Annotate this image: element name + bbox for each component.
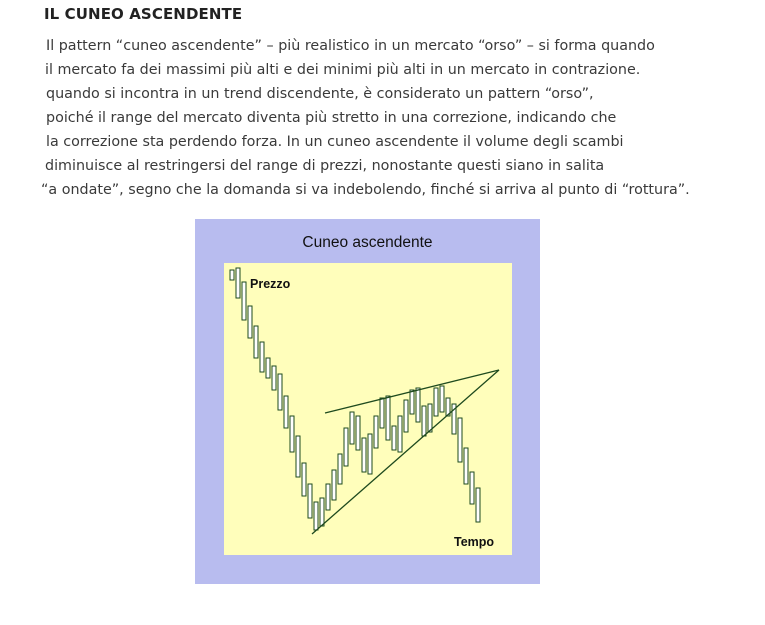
price-bar	[464, 448, 468, 484]
price-bar	[248, 306, 252, 338]
price-bar	[260, 342, 264, 372]
price-bar	[254, 326, 258, 358]
price-bar	[278, 374, 282, 410]
lower-trendline	[312, 370, 499, 534]
price-bar	[458, 418, 462, 462]
figure-title: Cuneo ascendente	[302, 234, 433, 251]
price-bar	[386, 396, 390, 440]
price-bar	[266, 358, 270, 378]
price-chart-svg	[224, 263, 512, 555]
price-bar	[350, 412, 354, 444]
paragraph-line: poiché il range del mercato diventa più stretto in una correzione, indicando che	[46, 110, 617, 126]
price-bar	[410, 390, 414, 414]
price-bar	[374, 416, 378, 448]
price-bar	[428, 404, 432, 432]
paragraph-line: la correzione sta perdendo forza. In un cuneo ascendente il volume degli scambi	[46, 134, 624, 150]
paragraph-line: Il pattern “cuneo ascendente” – più realistico in un mercato “orso” – si forma quando	[46, 38, 655, 54]
price-bar	[356, 416, 360, 450]
price-bar	[398, 416, 402, 452]
price-bar	[242, 282, 246, 320]
price-bar	[422, 406, 426, 436]
price-bar	[332, 470, 336, 500]
article-heading: IL CUNEO ASCENDENTE	[44, 5, 243, 23]
y-axis-label: Prezzo	[250, 277, 291, 291]
price-bar	[368, 434, 372, 474]
x-axis-label: Tempo	[454, 535, 495, 549]
price-bar	[434, 388, 438, 416]
price-bar	[314, 502, 318, 530]
price-bar	[470, 472, 474, 504]
price-bar	[476, 488, 480, 522]
price-bar	[380, 398, 384, 428]
price-bar	[404, 400, 408, 432]
paragraph-line: il mercato fa dei massimi più alti e dei minimi più alti in un mercato in contrazione.	[45, 62, 641, 78]
price-bar	[302, 463, 306, 496]
price-bar	[362, 438, 366, 472]
price-bar	[236, 268, 240, 298]
price-bar	[290, 416, 294, 452]
price-bar	[296, 436, 300, 477]
paragraph-line: quando si incontra in un trend discendente, è considerato un pattern “orso”,	[46, 86, 594, 102]
price-bar	[308, 484, 312, 518]
price-bar	[326, 484, 330, 510]
price-bar	[320, 498, 324, 526]
paragraph-line: diminuisce al restringersi del range di prezzi, nonostante questi siano in salita	[45, 158, 605, 174]
paragraph-line: “a ondate”, segno che la domanda si va indebolendo, finché si arriva al punto di “rottura”.	[41, 182, 690, 198]
price-bar	[338, 454, 342, 484]
price-bar	[230, 270, 234, 280]
price-bars	[230, 268, 480, 530]
rising-wedge-figure	[195, 219, 540, 584]
price-bar	[440, 386, 444, 412]
price-bar	[392, 426, 396, 450]
price-bar	[284, 396, 288, 428]
price-bar	[416, 388, 420, 422]
price-bar	[344, 428, 348, 466]
figure-plot-area	[224, 263, 512, 555]
price-bar	[272, 366, 276, 390]
